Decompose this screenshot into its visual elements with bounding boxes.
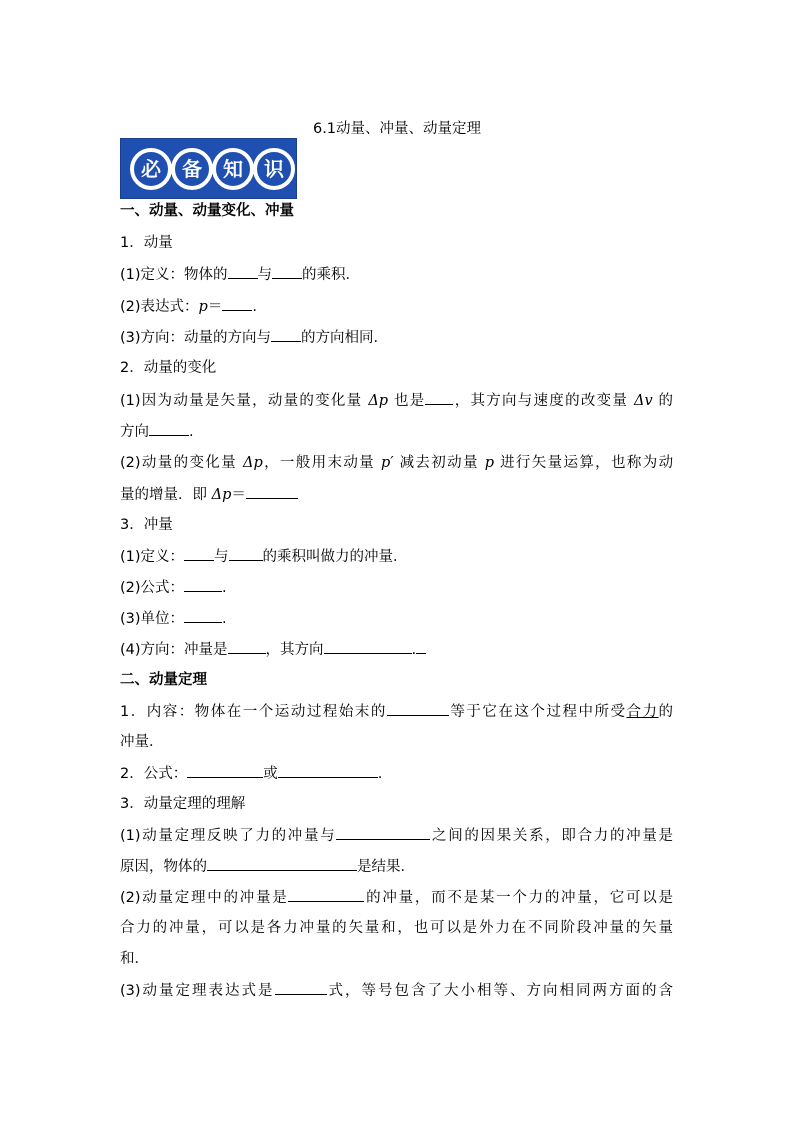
fill-blank[interactable] [387,700,449,716]
impulse-direction: (4)方向：冲量是 ，其方向 . [120,638,426,661]
impulse-formula: (2)公式： . [120,576,227,599]
understanding-3: (3)动量定理表达式是 式，等号包含了大小相等、方向相同两方面的含 [120,979,673,1002]
banner-char-4: 识 [264,157,284,181]
fill-blank[interactable] [228,263,258,279]
fill-blank[interactable] [149,420,189,436]
fill-blank[interactable] [184,607,222,623]
fill-blank[interactable] [207,855,357,871]
impulse-unit: (3)单位： . [120,607,227,630]
momentum-change-2-cont: 量的增量．即 Δp＝ [120,483,298,506]
banner-char-2: 备 [182,157,202,181]
fill-blank[interactable] [184,545,214,561]
fill-blank[interactable] [336,824,430,840]
subheading-impulse: 3．冲量 [120,517,173,533]
fill-blank[interactable] [229,545,263,561]
section-heading-2: 二、动量定理 [120,672,207,688]
understanding-1: (1)动量定理反映了力的冲量与 之间的因果关系，即合力的冲量是 [120,824,673,847]
banner-char-3: 知 [223,157,243,181]
page-title: 6.1动量、冲量、动量定理 [312,121,482,137]
momentum-definition: (1)定义：物体的 与 的乘积． [120,263,360,286]
fill-blank[interactable] [222,295,252,311]
fill-blank[interactable] [228,638,266,654]
understanding-2-cont: 合力的冲量，可以是各力冲量的矢量和，也可以是外力在不同阶段冲量的矢量 [120,920,673,936]
fill-blank[interactable] [271,326,301,342]
subheading-momentum-change: 2．动量的变化 [120,360,217,376]
momentum-expression: (2)表达式：p＝ . [120,295,257,318]
fill-blank[interactable] [187,762,263,778]
fill-blank[interactable] [288,886,364,902]
understanding-2: (2)动量定理中的冲量是 的冲量，而不是某一个力的冲量，它可以是 [120,886,673,909]
theorem-content-cont: 冲量． [120,734,164,750]
fill-blank[interactable] [184,576,222,592]
section-heading-1: 一、动量、动量变化、冲量 [120,203,294,219]
fill-blank[interactable] [272,263,302,279]
momentum-change-1: (1)因为动量是矢量，动量的变化量 Δp 也是 ，其方向与速度的改变量 Δv 的 [120,389,673,412]
understanding-1-cont: 原因，物体的 是结果． [120,855,415,878]
theorem-content: 1．内容：物体在一个运动过程始末的 等于它在这个过程中所受合力的 [120,700,673,723]
fill-blank[interactable] [246,483,298,499]
banner-graphic [121,139,298,200]
impulse-definition: (1)定义： 与 的乘积叫做力的冲量． [120,545,408,568]
fill-blank[interactable] [324,638,412,654]
fill-blank[interactable] [425,389,453,405]
momentum-change-1-cont: 方向 . [120,420,194,443]
understanding-2-end: 和． [120,951,149,967]
banner-char-1: 必 [141,157,161,181]
fill-blank[interactable] [278,762,378,778]
theorem-formula: 2．公式： 或 . [120,762,382,785]
subheading-understanding: 3．动量定理的理解 [120,796,246,812]
momentum-direction: (3)方向：动量的方向与 的方向相同． [120,326,388,349]
section-banner [120,138,297,199]
subheading-momentum: 1．动量 [120,235,173,251]
momentum-change-2: (2)动量的变化量 Δp，一般用末动量 p′ 减去初动量 p 进行矢量运算，也称为动 [120,455,674,471]
fill-blank[interactable] [275,979,327,995]
fill-blank[interactable] [416,638,426,654]
